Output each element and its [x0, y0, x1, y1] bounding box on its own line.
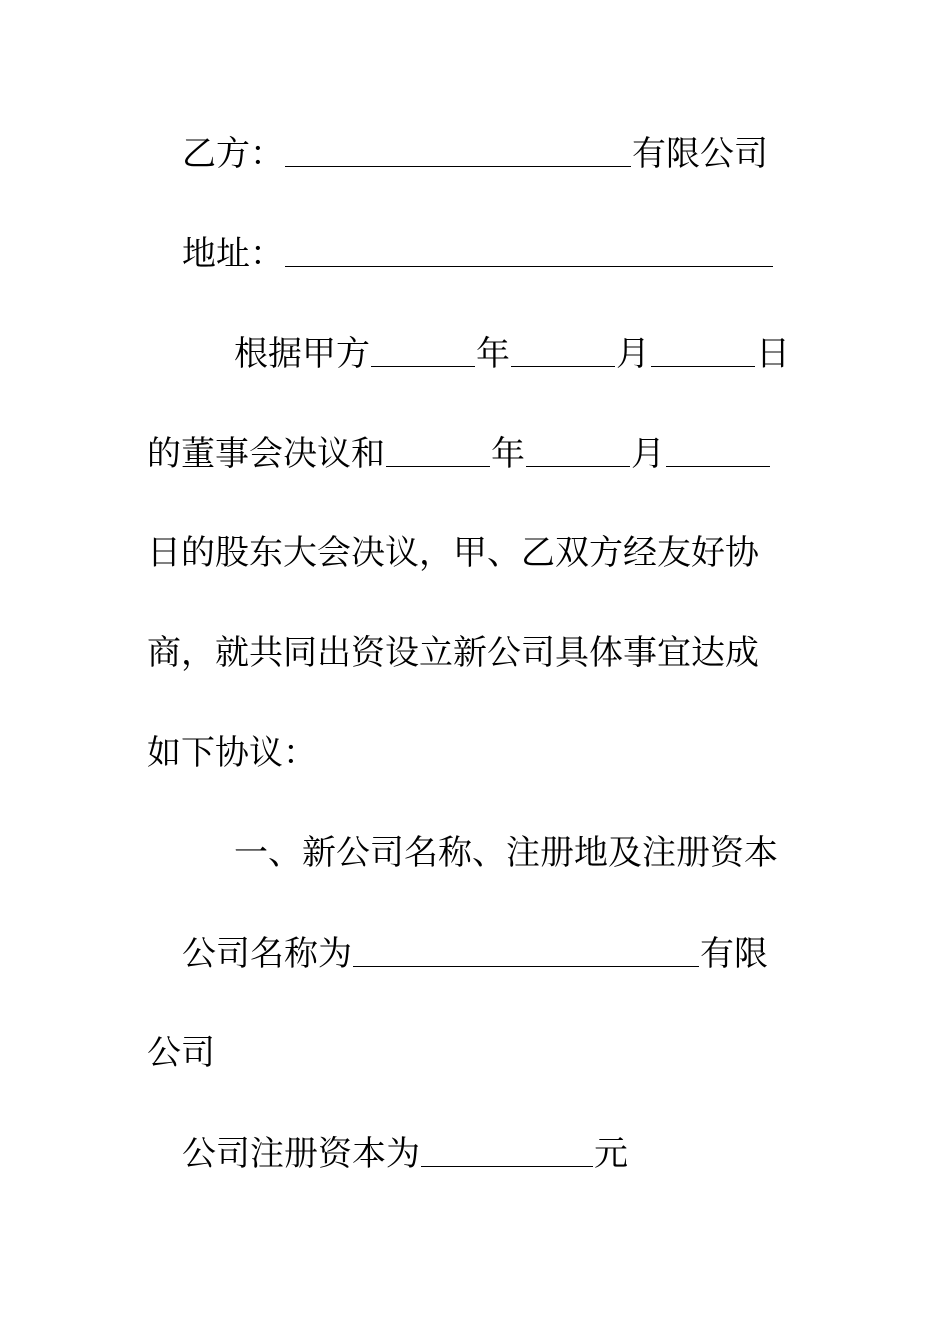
- shareholder-year-blank[interactable]: [386, 430, 490, 467]
- board-year-blank[interactable]: [371, 330, 475, 367]
- party-b-name-blank[interactable]: [285, 130, 631, 167]
- address-blank[interactable]: [285, 230, 773, 267]
- para1-line1-start: 根据甲方: [234, 334, 370, 374]
- shareholder-day-blank[interactable]: [666, 430, 770, 467]
- board-day-label: 日: [756, 334, 790, 374]
- section1-heading: 一、新公司名称、注册地及注册资本: [234, 833, 778, 873]
- company-name-blank[interactable]: [353, 930, 699, 967]
- address-label: 地址：: [182, 234, 284, 274]
- company-name-wrap: 公司: [147, 1033, 215, 1073]
- board-month-blank[interactable]: [511, 330, 615, 367]
- company-name-label: 公司名称为: [182, 934, 352, 974]
- board-year-label: 年: [476, 334, 510, 374]
- registered-capital-label: 公司注册资本为: [182, 1134, 420, 1174]
- company-name-suffix: 有限: [700, 934, 768, 974]
- para1-line1: [234, 328, 790, 378]
- board-month-label: 月: [616, 334, 650, 374]
- party-b-suffix: 有限公司: [632, 134, 768, 174]
- company-name-line: [182, 928, 768, 978]
- para1-line4: 商，就共同出资设立新公司具体事宜达成: [147, 633, 759, 673]
- registered-capital-blank[interactable]: [421, 1130, 593, 1167]
- party-b-label: 乙方：: [182, 134, 284, 174]
- registered-capital-unit: 元: [594, 1134, 628, 1174]
- para1-line2-start: 的董事会决议和: [147, 434, 385, 474]
- registered-capital-line: [182, 1128, 628, 1178]
- party-b-line: [182, 128, 768, 178]
- para1-line3: 日的股东大会决议，甲、乙双方经友好协: [147, 533, 759, 573]
- para1-line2: [147, 428, 771, 478]
- address-line: [182, 228, 774, 278]
- shareholder-year-label: 年: [491, 434, 525, 474]
- shareholder-month-blank[interactable]: [526, 430, 630, 467]
- para1-line5: 如下协议：: [147, 733, 317, 773]
- board-day-blank[interactable]: [651, 330, 755, 367]
- shareholder-month-label: 月: [631, 434, 665, 474]
